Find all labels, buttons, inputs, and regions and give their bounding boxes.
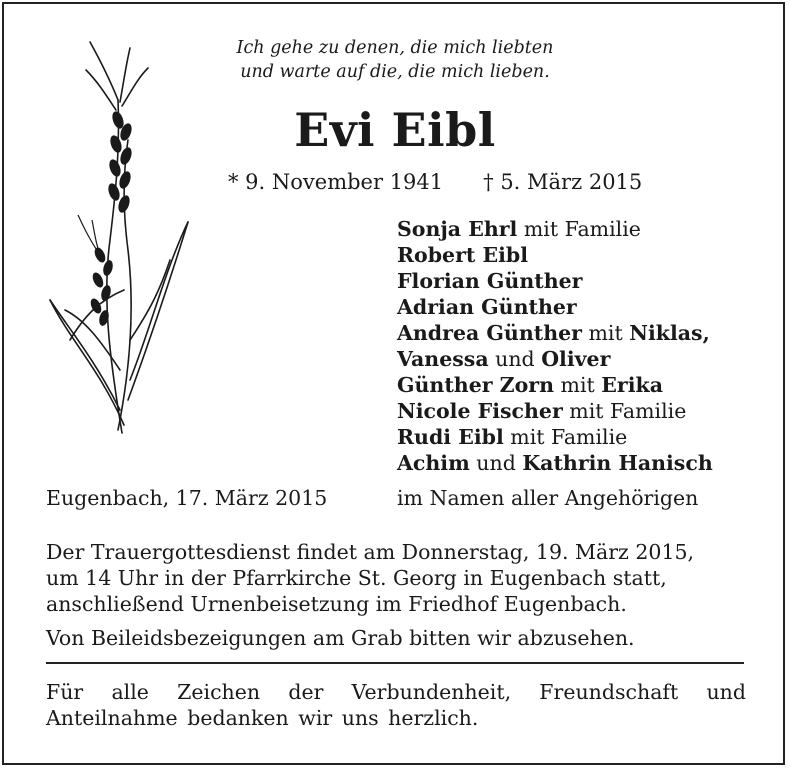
service-line-1: Der Trauergottesdienst findet am Donnerstag, 19. März 2015, xyxy=(46,540,695,564)
mourner-name: Andrea Günther xyxy=(397,321,582,345)
mourner-name: Nicole Fischer xyxy=(397,399,563,423)
mourner-connector: und xyxy=(488,347,542,371)
service-line-2: um 14 Uhr in der Pfarrkirche St. Georg in Eugenbach statt, xyxy=(46,566,667,590)
mourner-name: Achim xyxy=(397,451,470,475)
mourner-name: Günther Zorn xyxy=(397,373,555,397)
deceased-name: Evi Eibl xyxy=(294,103,496,157)
service-line-3: anschließend Urnenbeisetzung im Friedhof Eugenbach. xyxy=(46,592,627,616)
mourner-line xyxy=(397,398,713,424)
condolence-request: Von Beileidsbezeigungen am Grab bitten wir abzusehen. xyxy=(46,626,635,650)
divider-line xyxy=(46,662,744,664)
wheat-ears-icon xyxy=(40,40,200,440)
service-info xyxy=(46,539,751,617)
death-date: † 5. März 2015 xyxy=(483,170,643,194)
mourner-name: Robert Eibl xyxy=(397,243,529,267)
mourner-name: Florian Günther xyxy=(397,269,583,293)
mourner-line xyxy=(397,372,713,398)
mourner-connector: und xyxy=(469,451,523,475)
place-and-date: Eugenbach, 17. März 2015 xyxy=(46,486,328,510)
mourner-name: Oliver xyxy=(541,347,611,371)
mourner-name: Rudi Eibl xyxy=(397,425,504,449)
mourner-line xyxy=(397,242,713,268)
mourner-connector: mit Familie xyxy=(562,399,687,423)
mourner-name: Adrian Günther xyxy=(397,295,577,319)
motto-line-2: und warte auf die, die mich lieben. xyxy=(240,62,550,82)
mourners-list xyxy=(397,216,713,476)
mourner-name: Sonja Ehrl xyxy=(397,217,518,241)
mourner-name: Niklas, xyxy=(629,321,710,345)
mourner-line xyxy=(397,320,713,346)
life-dates xyxy=(228,170,642,194)
mourner-line xyxy=(397,216,713,242)
mourner-connector: mit Familie xyxy=(517,217,641,241)
mourner-name: Kathrin Hanisch xyxy=(522,451,713,475)
motto-verse xyxy=(0,36,790,84)
mourner-line xyxy=(397,424,713,450)
mourner-connector: mit xyxy=(581,321,630,345)
mourner-name: Vanessa xyxy=(397,347,489,371)
mourner-name: Erika xyxy=(601,373,663,397)
mourner-line xyxy=(397,450,713,476)
mourner-line xyxy=(397,346,713,372)
mourner-connector: mit xyxy=(554,373,602,397)
on-behalf-line: im Namen aller Angehörigen xyxy=(397,486,699,510)
mourner-line xyxy=(397,294,713,320)
mourner-line xyxy=(397,268,713,294)
motto-line-1: Ich gehe zu denen, die mich liebten xyxy=(236,38,554,58)
mourner-connector: mit Familie xyxy=(503,425,628,449)
birth-date: * 9. November 1941 xyxy=(228,170,444,194)
thanks-text: Für alle Zeichen der Verbundenheit, Freundschaft und Anteilnahme bedanken wir uns herzlich. xyxy=(46,680,746,730)
